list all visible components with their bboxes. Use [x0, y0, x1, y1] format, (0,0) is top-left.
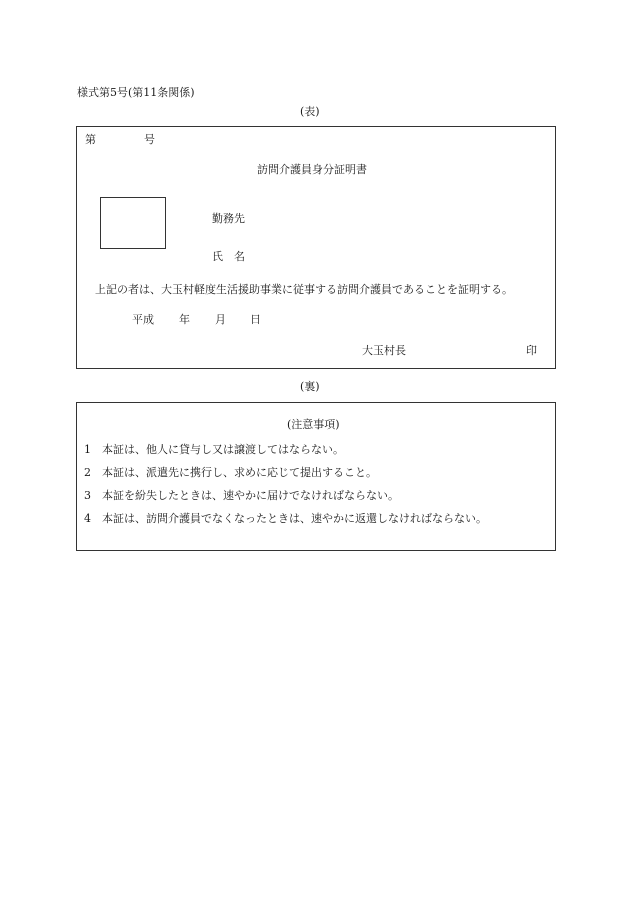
- note-text: 本証は、他人に貸与し又は譲渡してはならない。: [102, 443, 344, 456]
- date-day: 日: [250, 313, 261, 326]
- form-label: 様式第5号(第11条関係): [77, 86, 195, 99]
- date-era: 平成: [132, 313, 154, 326]
- issuer: 大玉村長: [362, 344, 406, 357]
- note-number: 4: [84, 512, 91, 525]
- back-card: [76, 402, 556, 551]
- date-year: 年: [179, 313, 190, 326]
- workplace-label: 勤務先: [212, 212, 245, 225]
- note-text: 本証は、派遣先に携行し、求めに応じて提出すること。: [102, 466, 377, 479]
- card-title: 訪問介護員身分証明書: [257, 163, 367, 176]
- note-number: 2: [84, 466, 91, 479]
- seal-mark: 印: [526, 344, 537, 357]
- name-label: 氏 名: [212, 250, 245, 263]
- certification-text: 上記の者は、大玉村軽度生活援助事業に従事する訪問介護員であることを証明する。: [95, 283, 513, 296]
- back-label: (裏): [300, 380, 320, 393]
- photo-box: [100, 197, 166, 249]
- note-text: 本証は、訪問介護員でなくなったときは、速やかに返還しなければならない。: [102, 512, 487, 525]
- date-month: 月: [215, 313, 226, 326]
- note-number: 1: [84, 443, 91, 456]
- note-number: 3: [84, 489, 91, 502]
- note-text: 本証を紛失したときは、速やかに届けでなければならない。: [102, 489, 399, 502]
- front-card: [76, 126, 556, 369]
- front-label: (表): [300, 105, 320, 118]
- number-prefix: 第: [85, 133, 96, 146]
- number-suffix: 号: [144, 133, 155, 146]
- notes-title: (注意事項): [287, 418, 340, 431]
